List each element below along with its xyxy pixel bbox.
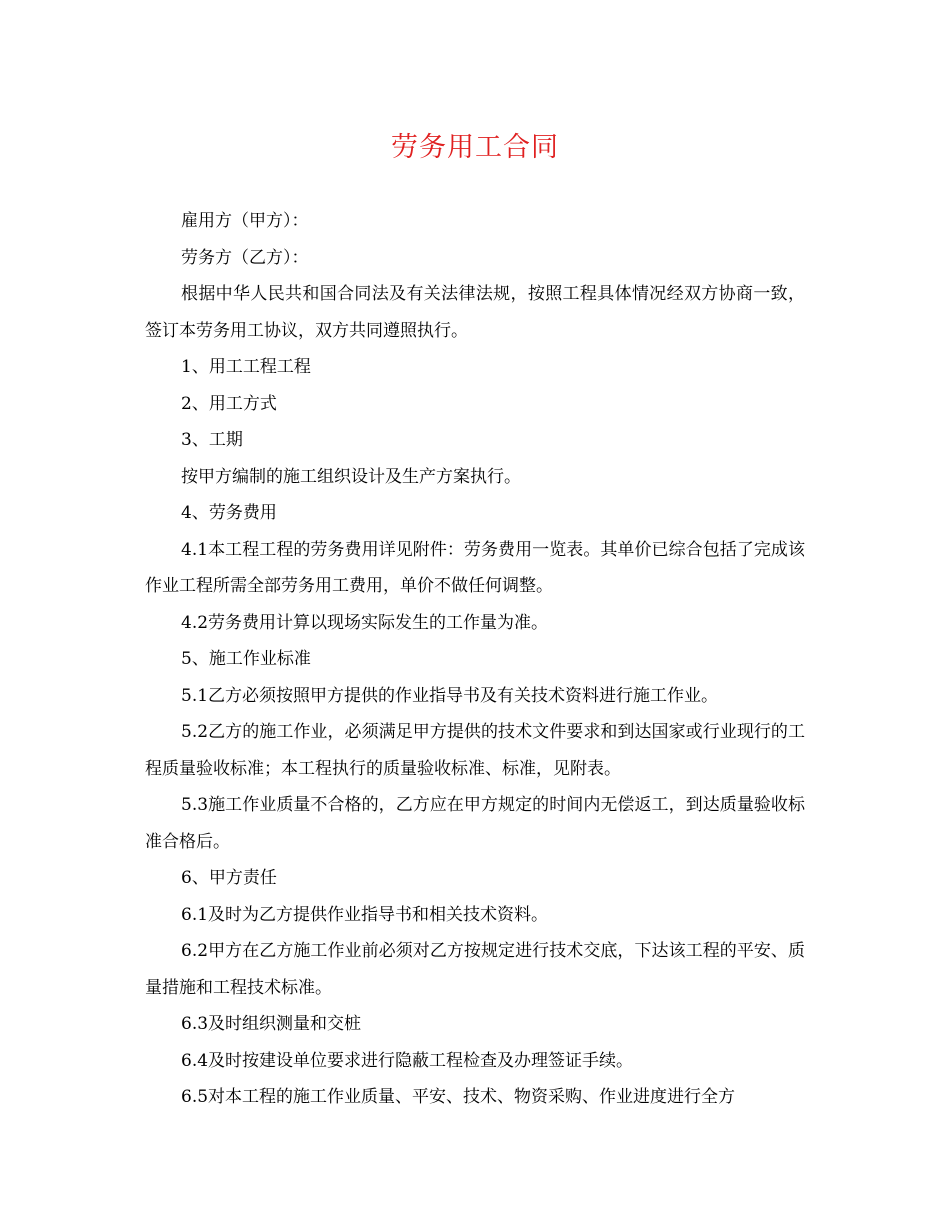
clause-4-2: 4.2劳务费用计算以现场实际发生的工作量为准。 bbox=[181, 612, 549, 633]
section-6-heading: 6、甲方责任 bbox=[181, 868, 277, 888]
clause-6-2: 6.2甲方在乙方施工作业前必须对乙方按规定进行技术交底，下达该工程的平安、质量措施和工程技术标准。 bbox=[145, 941, 805, 998]
party-a-line: 雇用方（甲方）： bbox=[181, 211, 309, 231]
party-b-line: 劳务方（乙方）： bbox=[181, 247, 309, 268]
clause-5-1: 5.1乙方必须按照甲方提供的作业指导书及有关技术资料进行施工作业。 bbox=[181, 685, 719, 706]
clause-6-1: 6.1及时为乙方提供作业指导书和相关技术资料。 bbox=[181, 904, 549, 925]
clause-6-4: 6.4及时按建设单位要求进行隐蔽工程检查及办理签证手续。 bbox=[181, 1050, 634, 1071]
clause-4-1: 4.1本工程工程的劳务费用详见附件：劳务费用一览表。其单价已综合包括了完成该作业工程所需全部劳务用工费用，单价不做任何调整。 bbox=[145, 539, 805, 596]
section-3-heading: 3、工期 bbox=[181, 430, 243, 450]
preamble-paragraph: 根据中华人民共和国合同法及有关法律法规，按照工程具体情况经双方协商一致，签订本劳务用工协议，双方共同遵照执行。 bbox=[145, 284, 805, 341]
section-5-heading: 5、施工作业标准 bbox=[181, 649, 311, 669]
clause-5-2: 5.2乙方的施工作业，必须满足甲方提供的技术文件要求和到达国家或行业现行的工程质量验收标准；本工程执行的质量验收标准、标准，见附表。 bbox=[145, 722, 805, 779]
section-1-heading: 1、用工工程工程 bbox=[181, 357, 311, 377]
section-4-heading: 4、劳务费用 bbox=[181, 503, 277, 523]
clause-6-5: 6.5对本工程的施工作业质量、平安、技术、物资采购、作业进度进行全方 bbox=[181, 1087, 736, 1107]
clause-5-3: 5.3施工作业质量不合格的，乙方应在甲方规定的时间内无偿返工，到达质量验收标准合格后。 bbox=[145, 795, 805, 852]
section-2-heading: 2、用工方式 bbox=[181, 393, 277, 414]
document-body bbox=[145, 203, 805, 1116]
section-3-text: 按甲方编制的施工组织设计及生产方案执行。 bbox=[181, 466, 521, 487]
document-title: 劳务用工合同 bbox=[391, 132, 559, 163]
clause-6-3: 6.3及时组织测量和交桩 bbox=[181, 1014, 362, 1034]
